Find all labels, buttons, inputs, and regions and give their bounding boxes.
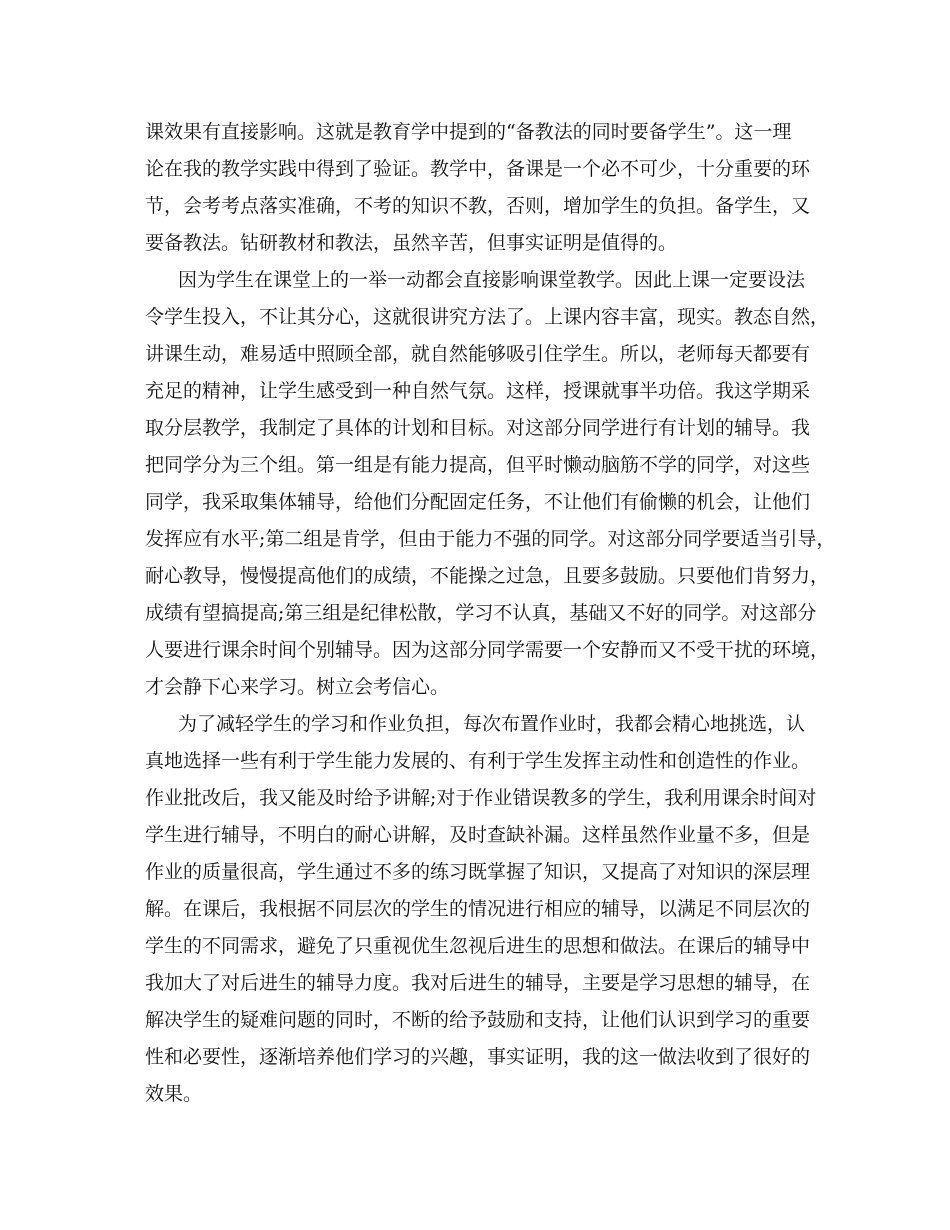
paragraph-1-line-1: 课效果有直接影响。这就是教育学中提到的“备教法的同时要备学生”。这一理 bbox=[145, 121, 792, 143]
paragraph-1-line-4: 要备教法。钻研教材和教法，虽然辛苦，但事实证明是值得的。 bbox=[145, 232, 678, 254]
paragraph-2-line-4: 充足的精神，让学生感受到一种自然气氛。这样，授课就事半功倍。我这学期采 bbox=[145, 380, 811, 402]
paragraph-3-line-2: 真地选择一些有利于学生能力发展的、有利于学生发挥主动性和创造性的作业。 bbox=[145, 750, 811, 772]
paragraph-3-line-3: 作业批改后，我又能及时给予讲解;对于作业错误教多的学生，我利用课余时间对 bbox=[145, 787, 817, 809]
paragraph-2-line-2: 令学生投入，不让其分心，这就很讲究方法了。上课内容丰富，现实。教态自然， bbox=[145, 306, 830, 328]
paragraph-3-line-4: 学生进行辅导，不明白的耐心讲解，及时查缺补漏。这样虽然作业量不多，但是 bbox=[145, 824, 811, 846]
paragraph-3-line-6: 解。在课后，我根据不同层次的学生的情况进行相应的辅导，以满足不同层次的 bbox=[145, 898, 811, 920]
paragraph-3-line-7: 学生的不同需求，避免了只重视优生忽视后进生的思想和做法。在课后的辅导中 bbox=[145, 935, 811, 957]
paragraph-3-line-10: 性和必要性，逐渐培养他们学习的兴趣，事实证明，我的这一做法收到了很好的 bbox=[145, 1046, 811, 1068]
paragraph-2-line-5: 取分层教学，我制定了具体的计划和目标。对这部分同学进行有计划的辅导。我 bbox=[145, 417, 811, 439]
paragraph-2-line-9: 耐心教导，慢慢提高他们的成绩，不能操之过急，且要多鼓励。只要他们肯努力， bbox=[145, 565, 830, 587]
paragraph-3-line-5: 作业的质量很高，学生通过不多的练习既掌握了知识，又提高了对知识的深层理 bbox=[145, 861, 811, 883]
paragraph-2-line-8: 发挥应有水平;第二组是肯学，但由于能力不强的同学。对这部分同学要适当引导， bbox=[145, 528, 836, 550]
paragraph-3-line-8: 我加大了对后进生的辅导力度。我对后进生的辅导，主要是学习思想的辅导，在 bbox=[145, 972, 811, 994]
paragraph-2-line-7: 同学，我采取集体辅导，给他们分配固定任务，不让他们有偷懒的机会，让他们 bbox=[145, 491, 811, 513]
paragraph-2-line-3: 讲课生动，难易适中照顾全部，就自然能够吸引住学生。所以，老师每天都要有 bbox=[145, 343, 811, 365]
paragraph-1-line-3: 节，会考考点落实准确，不考的知识不教，否则，增加学生的负担。备学生，又 bbox=[145, 195, 811, 217]
paragraph-2-line-10: 成绩有望搞提高;第三组是纪律松散，学习不认真，基础又不好的同学。对这部分 bbox=[145, 602, 817, 624]
paragraph-3-line-9: 解决学生的疑难问题的同时，不断的给予鼓励和支持，让他们认识到学习的重要 bbox=[145, 1009, 811, 1031]
paragraph-2-line-12: 才会静下心来学习。树立会考信心。 bbox=[145, 676, 450, 698]
paragraph-2-line-6: 把同学分为三个组。第一组是有能力提高，但平时懒动脑筋不学的同学，对这些 bbox=[145, 454, 811, 476]
paragraph-3-line-1: 为了减轻学生的学习和作业负担，每次布置作业时，我都会精心地挑选，认 bbox=[178, 713, 806, 735]
paragraph-1-line-2: 论在我的教学实践中得到了验证。教学中，备课是一个必不可少，十分重要的环 bbox=[145, 158, 811, 180]
paragraph-2-line-1: 因为学生在课堂上的一举一动都会直接影响课堂教学。因此上课一定要设法 bbox=[178, 269, 806, 291]
paragraph-2-line-11: 人要进行课余时间个别辅导。因为这部分同学需要一个安静而又不受干扰的环境， bbox=[145, 639, 830, 661]
paragraph-3-line-11: 效果。 bbox=[145, 1083, 203, 1105]
